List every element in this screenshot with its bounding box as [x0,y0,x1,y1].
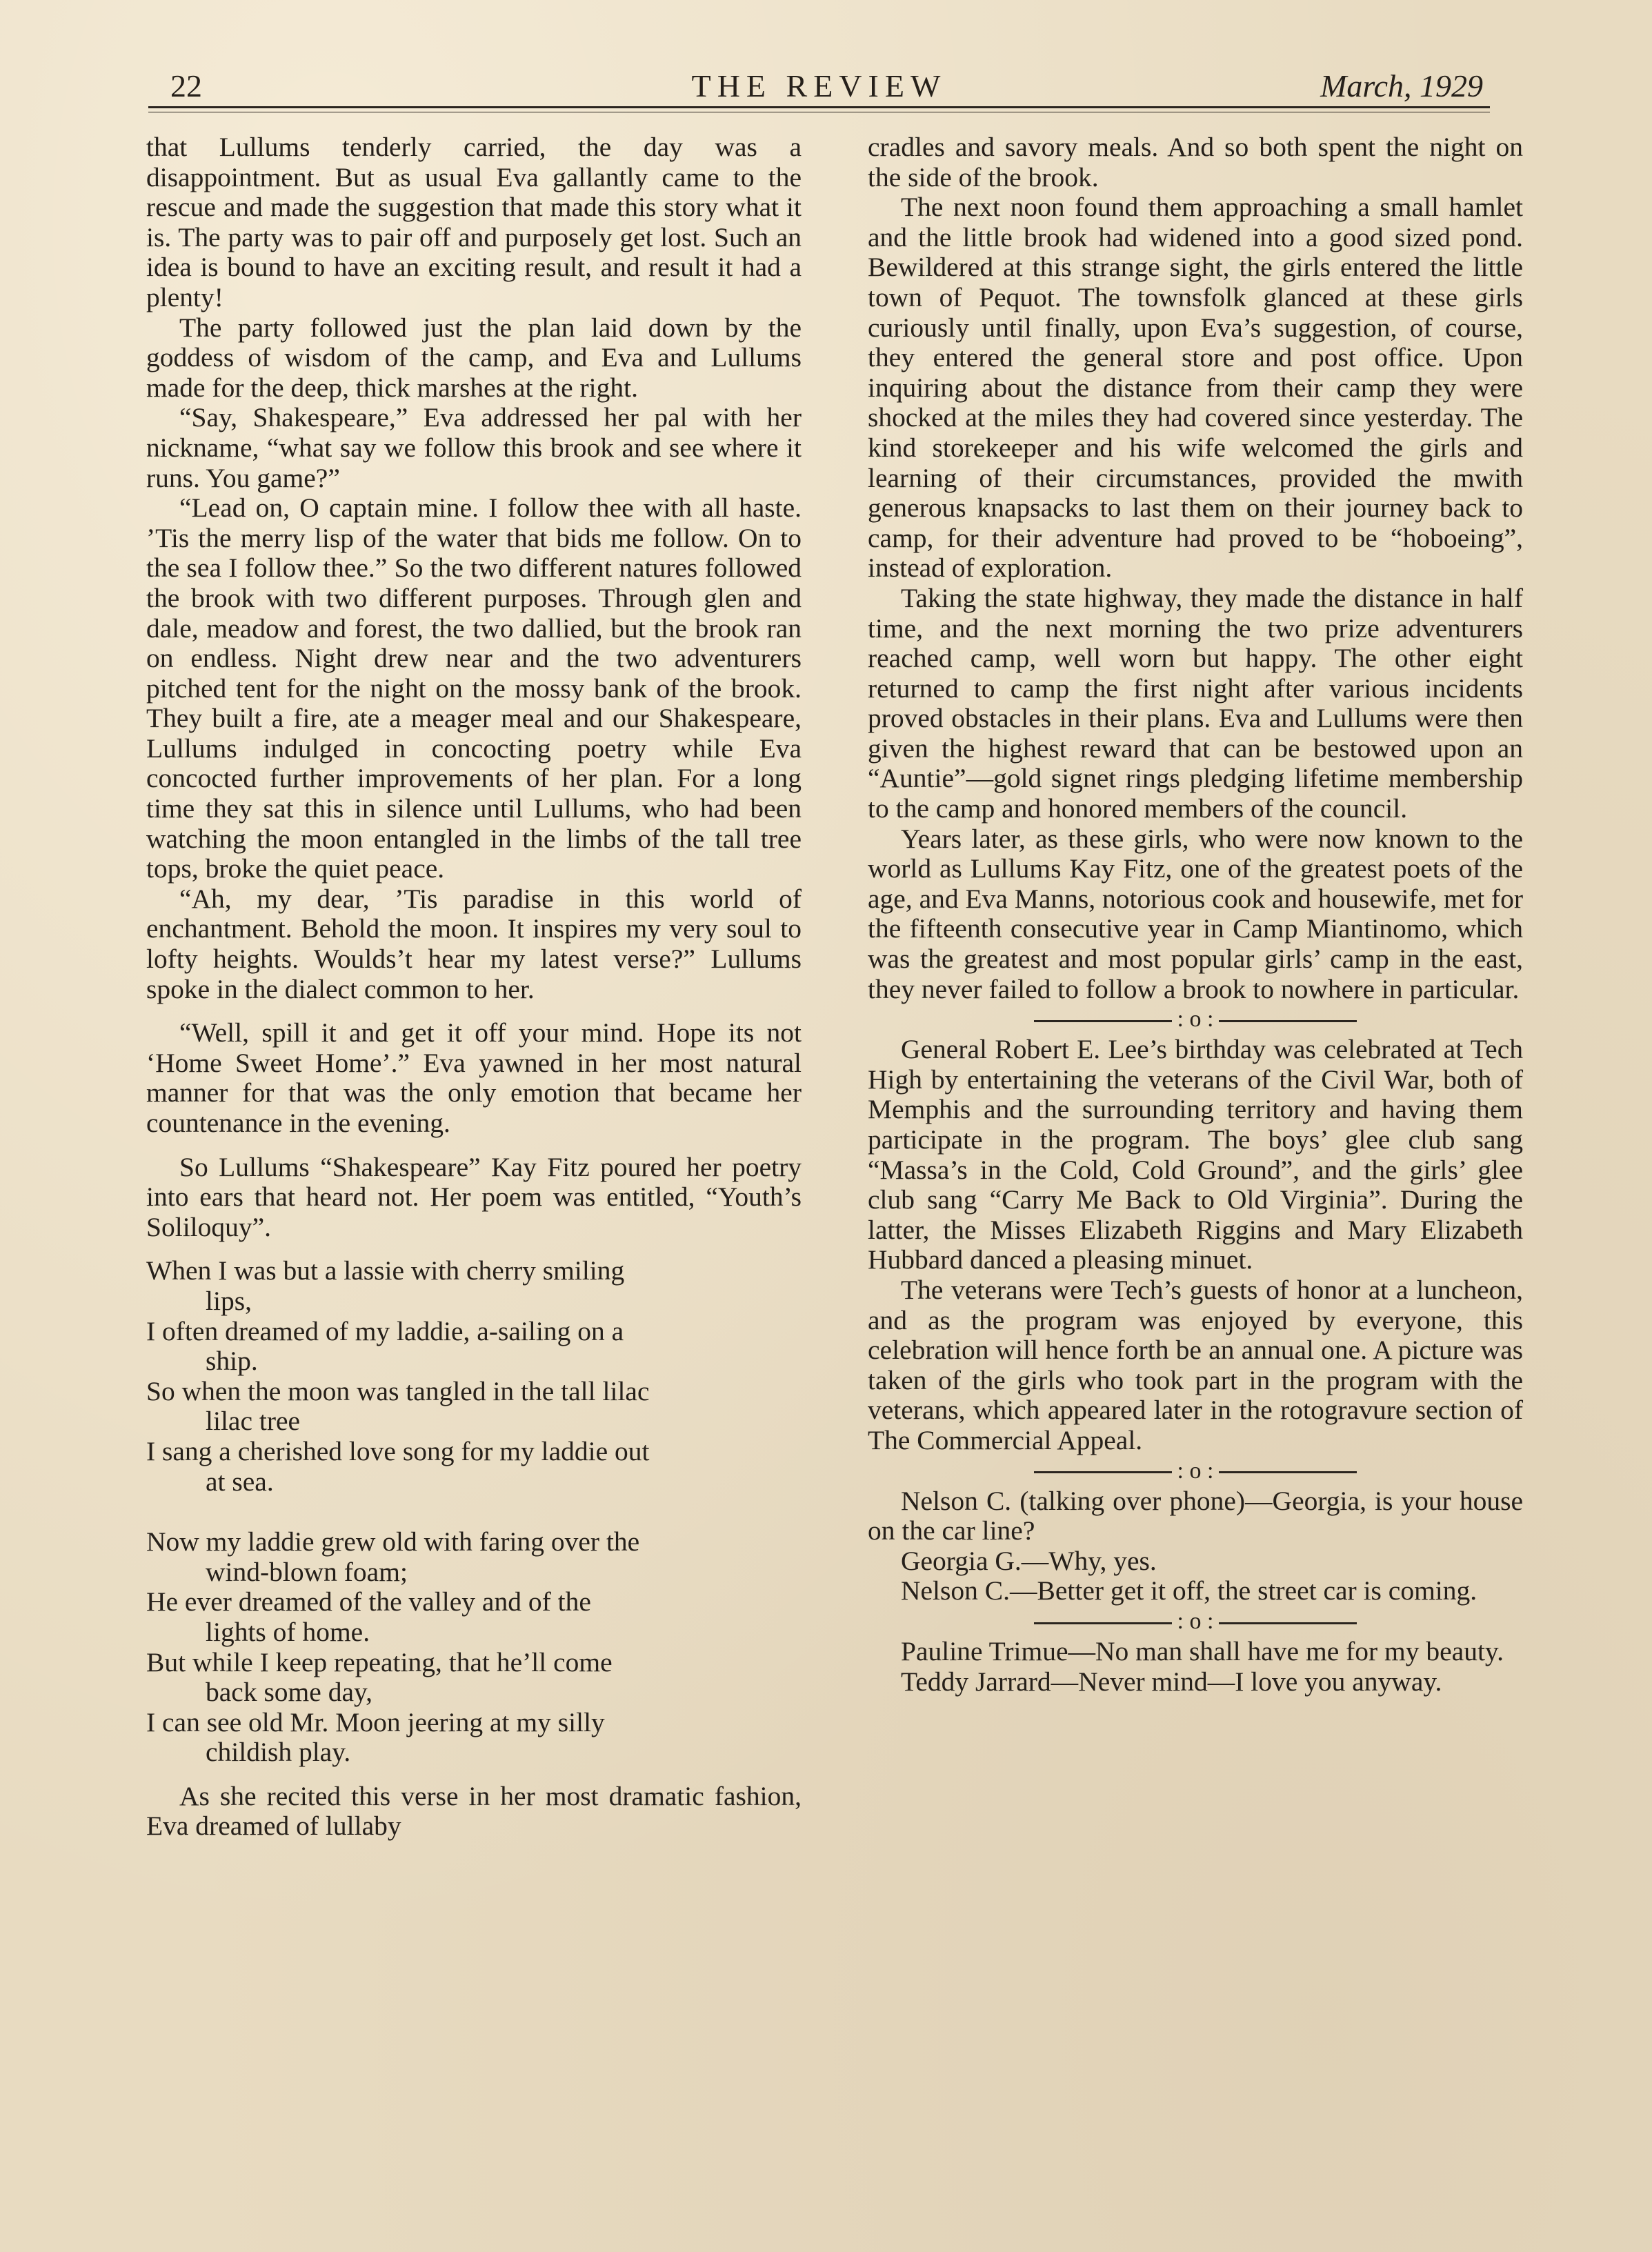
separator-mark: : o : [1177,1608,1214,1634]
poem-line: Now my laddie grew old with faring over the [146,1526,640,1557]
joke-line: Georgia G.—Why, yes. [901,1545,1157,1576]
poem-line: lilac tree [206,1406,301,1437]
separator-mark: : o : [1177,1457,1214,1484]
poem-stanza-1 [146,1256,802,1497]
paragraph: So Lullums “Shakespeare” Kay Fitz poured her poetry into ears that heard not. Her poem was entitled, “Youth’s Soliloquy”. [146,1151,802,1242]
poem-line: ship. [206,1346,258,1377]
paragraph: “Well, spill it and get it off your mind. Hope its not ‘Home Sweet Home’.” Eva yawned in her most natural manner for that was the only emotion that became her countenance in the evening. [146,1017,802,1138]
left-column [146,132,802,1842]
paragraph: Taking the state highway, they made the distance in half time, and the next morning the two prize adventurers reached camp, well worn but happy. The other eight returned to camp the first night after various incidents proved obstacles in their plans. Eva and Lullums were then given the highest reward that can be bestowed upon an “Auntie”—gold signet rings pledging lifetime membership to the camp and honored members of the council. [868,582,1523,824]
separator-mark: : o : [1177,1006,1214,1033]
poem-line: I sang a cherished love song for my laddie out [146,1435,650,1466]
paragraph: As she recited this verse in her most dramatic fashion, Eva dreamed of lullaby [146,1780,802,1842]
joke-line: Nelson C.—Better get it off, the street car is coming. [901,1575,1477,1606]
section-separator [868,1606,1523,1637]
joke-line: Pauline Trimue—No man shall have me for my beauty. [901,1635,1504,1666]
section-separator [868,1456,1523,1486]
paragraph: cradles and savory meals. And so both spent the night on the side of the brook. [868,132,1523,192]
poem-line: childish play. [206,1737,351,1768]
page-header [148,63,1490,112]
magazine-title: THE REVIEW [691,68,947,103]
poem-line: But while I keep repeating, that he’ll come [146,1646,613,1677]
poem-line: lights of home. [206,1616,370,1647]
poem-line: wind-blown foam; [206,1556,408,1587]
paragraph: General Robert E. Lee’s birthday was celebrated at Tech High by entertaining the veterans of the Civil War, both of Memphis and the surrounding territory and having them participate in the program. The boys’ glee club sang “Massa’s in the Cold, Cold Ground”, and the girls’ glee club sang “Carry Me Back to Old Virginia”. During the latter, the Misses Elizabeth Riggins and Mary Elizabeth Hubbard danced a pleasing minuet. [868,1034,1523,1275]
paragraph: “Lead on, O captain mine. I follow thee with all haste. ’Tis the merry lisp of the water that bids me follow. On to the sea I follow thee.” So the two different natures followed the brook with two different purposes. Through glen and dale, meadow and forest, the two dallied, but the brook ran on endless. Night drew near and the two adventurers pitched tent for the night on the mossy bank of the brook. They built a fire, ate a meager meal and our Shakespeare, Lullums indulged in concocting poetry while Eva concocted further improvements of her plan. For a long time they sat this in silence until Lullums, who had been watching the moon entangled in the limbs of the tall tree tops, broke the quiet peace. [146,492,802,884]
poem-line: back some day, [206,1677,373,1708]
poem-line: When I was but a lassie with cherry smiling [146,1255,625,1286]
header-rule [148,106,1490,108]
poem-stanza-2 [146,1527,802,1768]
poem-line: I can see old Mr. Moon jeering at my silly [146,1706,605,1737]
right-column [868,132,1523,1697]
joke-line: Teddy Jarrard—Never mind—I love you anyway. [901,1666,1442,1697]
page-number: 22 [170,68,202,103]
poem-line: He ever dreamed of the valley and of the [146,1586,591,1617]
paragraph: The party followed just the plan laid down by the goddess of wisdom of the camp, and Eva and Lullums made for the deep, thick marshes at the right. [146,312,802,403]
paragraph: Years later, as these girls, who were now known to the world as Lullums Kay Fitz, one of the greatest poets of the age, and Eva Manns, notorious cook and housewife, met for the fifteenth consecutive year in Camp Miantinomo, which was the greatest and most popular girls’ camp in the east, they never failed to follow a brook to nowhere in particular. [868,823,1523,1004]
paragraph: “Ah, my dear, ’Tis paradise in this world of enchantment. Behold the moon. It inspires my very soul to lofty heights. Woulds’t hear my latest verse?” Lullums spoke in the dialect common to her. [146,883,802,1004]
section-separator [868,1004,1523,1035]
poem-line: at sea. [206,1466,274,1497]
poem-line: So when the moon was tangled in the tall lilac [146,1375,650,1406]
poem-line: lips, [206,1285,252,1316]
paragraph: The next noon found them approaching a small hamlet and the little brook had widened into a good sized pond. Bewildered at this strange sight, the girls entered the little town of Pequot. The townsfolk glanced at these girls curiously until finally, upon Eva’s suggestion, of course, they entered the general store and post office. Upon inquiring about the distance from their camp they were shocked at the miles they had covered since yesterday. The kind storekeeper and his wife welcomed the girls and learning of their circumstances, provided the mwith generous knapsacks to last them on their journey back to camp, for their adventure had proved to be “hoboeing”, instead of exploration. [868,192,1523,584]
paragraph: that Lullums tenderly carried, the day was a disappointment. But as usual Eva gallantly came to the rescue and made the suggestion that made this story what it is. The party was to pair off and purposely get lost. Such an idea is bound to have an exciting result, and result it had a plenty! [146,132,802,312]
paragraph: “Say, Shakespeare,” Eva addressed her pal with her nickname, “what say we follow this brook and see where it runs. You game?” [146,402,802,493]
poem-line: I often dreamed of my laddie, a-sailing on a [146,1315,624,1346]
issue-date: March, 1929 [1320,68,1483,103]
joke-line: Nelson C. (talking over phone)—Georgia, is your house on the car line? [868,1485,1523,1546]
paragraph: The veterans were Tech’s guests of honor at a luncheon, and as the program was enjoyed by everyone, this celebration will hence forth be an annual one. A picture was taken of the girls who took part in the program with the veterans, which appeared later in the rotogravure section of The Commercial Appeal. [868,1274,1523,1455]
